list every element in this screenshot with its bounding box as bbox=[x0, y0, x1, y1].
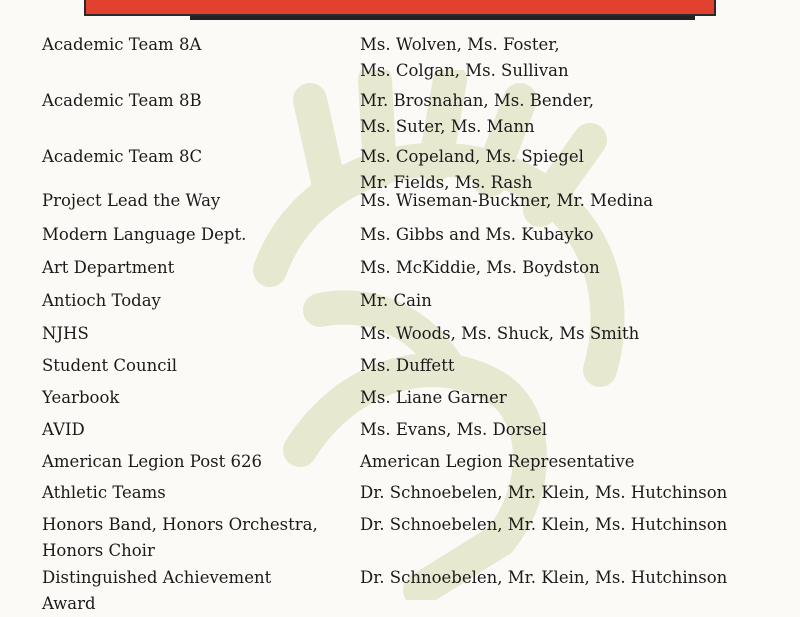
award-name bbox=[42, 32, 201, 58]
header-banner bbox=[84, 0, 716, 16]
award-name bbox=[42, 385, 119, 411]
award-name-line: Academic Team 8A bbox=[42, 35, 202, 54]
presenters bbox=[360, 32, 569, 84]
award-name-line: Academic Team 8B bbox=[42, 91, 202, 110]
presenters bbox=[360, 565, 727, 591]
award-name bbox=[42, 449, 262, 475]
award-name-line: Art Department bbox=[42, 258, 175, 277]
award-name bbox=[42, 144, 202, 170]
presenters bbox=[360, 385, 507, 411]
award-name-line: Honors Band, Honors Orchestra, bbox=[42, 515, 318, 534]
award-name-line: Student Council bbox=[42, 356, 177, 375]
award-name-line: AVID bbox=[42, 420, 85, 439]
award-name bbox=[42, 255, 174, 281]
award-name bbox=[42, 321, 89, 347]
presenter-line: Ms. Gibbs and Ms. Kubayko bbox=[360, 225, 594, 244]
presenter-line: Ms. McKiddie, Ms. Boydston bbox=[360, 258, 600, 277]
presenters bbox=[360, 480, 727, 506]
award-name bbox=[42, 565, 271, 617]
presenters bbox=[360, 512, 727, 538]
presenters bbox=[360, 449, 635, 475]
presenter-line: Dr. Schnoebelen, Mr. Klein, Ms. Hutchinson bbox=[360, 568, 728, 587]
award-name bbox=[42, 222, 246, 248]
award-name-line: Honors Choir bbox=[42, 541, 155, 560]
award-name-line: NJHS bbox=[42, 324, 89, 343]
presenter-line: Ms. Duffett bbox=[360, 356, 455, 375]
award-name bbox=[42, 88, 202, 114]
presenters bbox=[360, 417, 547, 443]
award-name bbox=[42, 353, 177, 379]
presenters bbox=[360, 188, 653, 214]
award-name-line: Yearbook bbox=[42, 388, 120, 407]
presenter-line: Ms. Evans, Ms. Dorsel bbox=[360, 420, 548, 439]
award-name-line: Antioch Today bbox=[42, 291, 161, 310]
presenters bbox=[360, 353, 454, 379]
presenter-line: Ms. Suter, Ms. Mann bbox=[360, 117, 535, 136]
presenter-line: Mr. Brosnahan, Ms. Bender, bbox=[360, 91, 594, 110]
award-name bbox=[42, 288, 161, 314]
presenters bbox=[360, 255, 600, 281]
presenter-line: Mr. Fields, Ms. Rash bbox=[360, 173, 533, 192]
presenters bbox=[360, 321, 639, 347]
award-name bbox=[42, 480, 166, 506]
award-name-line: Project Lead the Way bbox=[42, 191, 221, 210]
presenter-line: Ms. Copeland, Ms. Spiegel bbox=[360, 147, 584, 166]
award-name bbox=[42, 417, 85, 443]
presenter-line: Ms. Colgan, Ms. Sullivan bbox=[360, 61, 569, 80]
header-underline bbox=[190, 16, 695, 20]
award-name-line: Academic Team 8C bbox=[42, 147, 203, 166]
presenters bbox=[360, 222, 594, 248]
award-name-line: American Legion Post 626 bbox=[42, 452, 263, 471]
presenter-line: Ms. Wolven, Ms. Foster, bbox=[360, 35, 560, 54]
presenter-line: Dr. Schnoebelen, Mr. Klein, Ms. Hutchinson bbox=[360, 515, 728, 534]
award-name bbox=[42, 188, 220, 214]
presenter-line: Ms. Woods, Ms. Shuck, Ms Smith bbox=[360, 324, 640, 343]
presenter-line: Ms. Liane Garner bbox=[360, 388, 507, 407]
award-name-line: Award bbox=[42, 594, 96, 613]
presenter-line: American Legion Representative bbox=[360, 452, 635, 471]
presenters bbox=[360, 88, 594, 140]
award-name-line: Modern Language Dept. bbox=[42, 225, 247, 244]
presenter-line: Ms. Wiseman-Buckner, Mr. Medina bbox=[360, 191, 654, 210]
presenter-line: Dr. Schnoebelen, Mr. Klein, Ms. Hutchinson bbox=[360, 483, 728, 502]
presenters bbox=[360, 288, 432, 314]
award-name-line: Athletic Teams bbox=[42, 483, 166, 502]
presenter-line: Mr. Cain bbox=[360, 291, 432, 310]
award-name-line: Distinguished Achievement bbox=[42, 568, 272, 587]
award-name bbox=[42, 512, 318, 564]
